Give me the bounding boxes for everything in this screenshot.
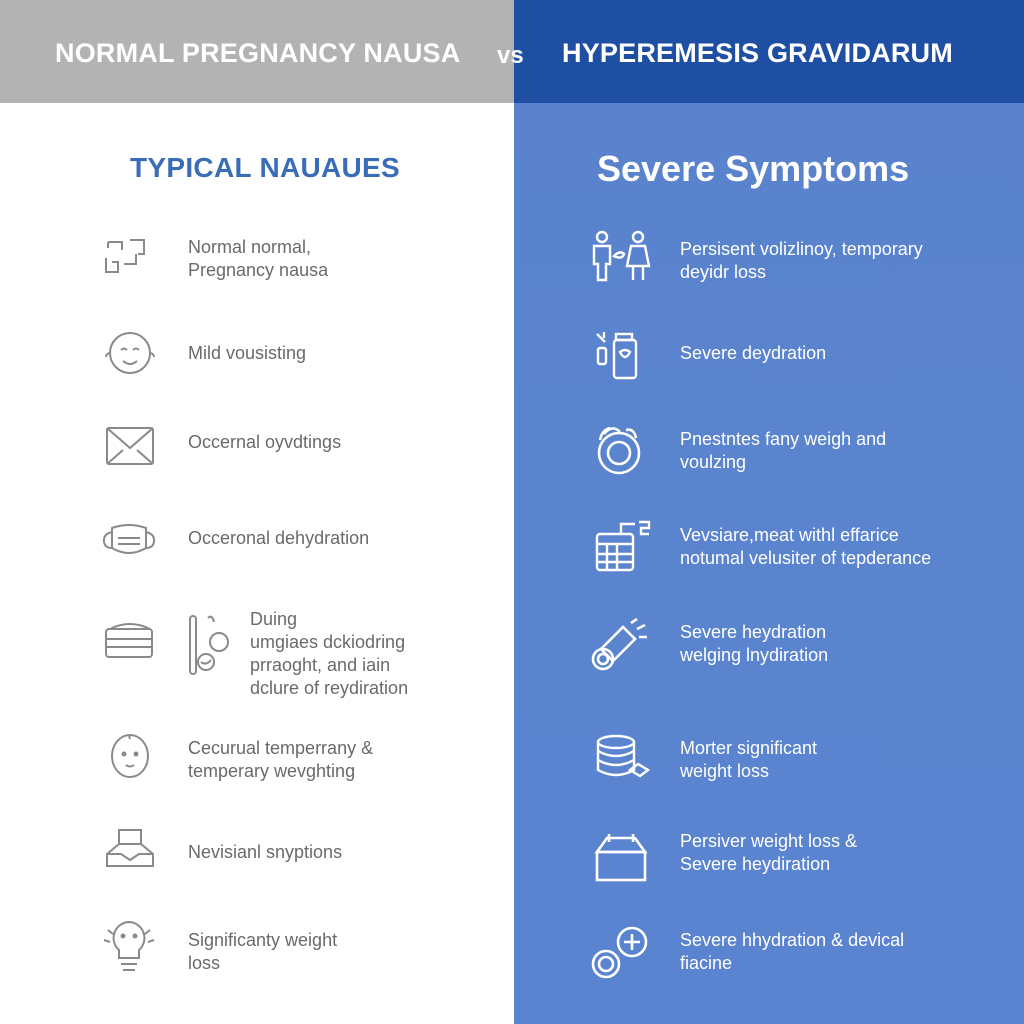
right-item-1-line-1: Persisent volizlinoy, temporary [680,239,923,259]
box-icon [593,830,649,884]
coins-icon [594,734,652,782]
right-item-5-line-1: Severe heydration [680,622,827,642]
right-item-7-line-2: Severe heydiration [680,854,831,874]
envelope-icon [104,424,156,468]
header-right-title: HYPEREMESIS GRAVIDARUM [562,38,953,68]
right-item-4-line-1: Vevsiare,meat withl effarice [680,525,899,545]
left-item-2 [188,342,306,365]
right-item-4 [680,524,931,570]
left-item-5-line-2: umgiaes dckiodring [250,632,406,652]
calculator-icon [593,518,653,574]
left-item-6 [188,737,373,783]
left-item-3 [188,431,341,454]
left-item-8 [188,929,337,975]
plus-ring-icon [590,924,652,982]
left-item-3-line-1: Occernal oyvdtings [188,432,342,452]
right-item-5 [680,621,828,667]
left-item-5-line-3: prraoght, and iain [250,655,391,675]
right-item-7-line-1: Persiver weight loss & [680,831,858,851]
left-item-6-line-2: temperary wevghting [188,761,356,781]
left-item-1-line-1: Normal normal, [188,237,312,257]
stomach-icon [590,420,648,478]
right-item-1 [680,238,923,284]
left-item-1 [188,236,328,282]
header-vs: vs [497,42,524,69]
tools-icon [186,612,236,678]
right-item-6-line-1: Morter significant [680,738,818,758]
right-item-3 [680,428,886,474]
right-item-4-line-2: notumal velusiter of tepderance [680,548,932,568]
people-icon [588,230,654,284]
right-item-8 [680,929,904,975]
face-icon [103,328,157,378]
right-item-5-line-2: welging lnydiration [680,645,829,665]
mask-icon [100,520,158,560]
right-item-8-line-1: Severe hhydration & devical [680,930,905,950]
right-item-7 [680,830,857,876]
left-item-7-line-1: Nevisianl snyptions [188,842,343,862]
right-item-3-line-1: Pnestntes fany weigh and [680,429,887,449]
puzzle-icon [100,234,156,278]
left-item-8-line-2: loss [188,953,221,973]
right-item-2-line-1: Severe deydration [680,343,827,363]
bulb-icon [100,918,158,976]
right-item-6-line-2: weight loss [680,761,770,781]
right-section-title: Severe Symptoms [597,148,910,189]
left-item-7 [188,841,342,864]
left-item-4 [188,527,369,550]
right-item-3-line-2: voulzing [680,452,747,472]
left-item-2-line-1: Mild vousisting [188,343,307,363]
left-item-5-line-4: dclure of reydiration [250,678,409,698]
left-item-5 [250,608,408,700]
left-section-title: TYPICAL NAUAUES [130,152,401,183]
left-item-8-line-1: Significanty weight [188,930,338,950]
left-item-6-line-1: Cecurual temperrany & [188,738,374,758]
left-item-1-line-2: Pregnancy nausa [188,260,329,280]
right-item-2 [680,342,826,365]
bottle-icon [594,330,650,382]
tray-icon [103,826,157,870]
head-icon [107,732,153,780]
flashlight-icon [589,617,651,673]
left-item-4-line-1: Occeronal dehydration [188,528,370,548]
right-item-1-line-2: deyidr loss [680,262,767,282]
right-item-8-line-2: fiacine [680,953,733,973]
header-left-title: NORMAL PREGNANCY NAUSA [55,38,461,68]
right-item-6 [680,737,817,783]
cup-icon [102,617,156,663]
left-item-5-line-1: Duing [250,609,298,629]
